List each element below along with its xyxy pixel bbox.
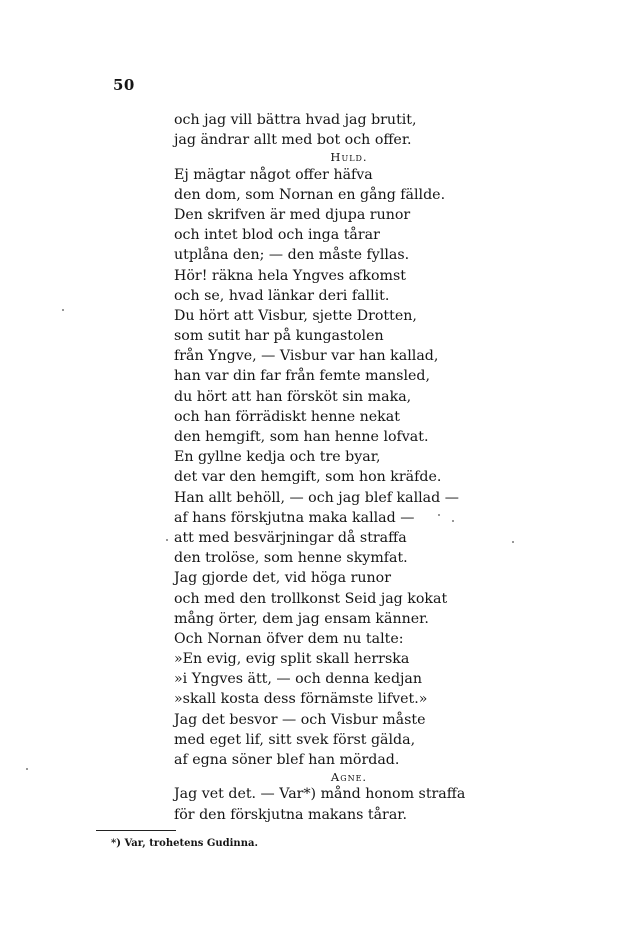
paper-speck (438, 514, 440, 516)
verse-line: af hans förskjutna maka kallad — (174, 509, 415, 526)
verse-line: och se, hvad länkar deri fallit. (174, 287, 390, 304)
verse-line: och han förrädiskt henne nekat (174, 408, 400, 425)
verse-line: »En evig, evig split skall herrska (174, 651, 410, 668)
verse-line: den hemgift, som han henne lofvat. (174, 429, 429, 445)
verse-line: och intet blod och inga tårar (174, 227, 380, 244)
verse-line: mång örter, dem jag ensam känner. (174, 610, 429, 627)
verse-line: Ej mägtar något offer häfva (174, 166, 373, 183)
verse-line: Han allt behöll, — och jag blef kallad — (174, 489, 459, 506)
verse-line: du hört att han försköt sin maka, (174, 388, 412, 405)
verse-line: Jag det besvor — och Visbur måste (174, 711, 426, 728)
verse-line: utplåna den; — den måste fyllas. (174, 247, 410, 264)
verse-line: och med den trollkonst Seid jag kokat (174, 590, 448, 607)
page-number: 50 (113, 76, 135, 94)
verse-line: jag ändrar allt med bot och offer. (174, 132, 412, 149)
paper-speck (62, 309, 64, 311)
verse-line: Jag gjorde det, vid höga runor (174, 570, 391, 587)
verse-line: Den skrifven är med djupa runor (174, 206, 411, 223)
footnote-divider (96, 830, 176, 831)
verse-line: af egna söner blef han mördad. (174, 752, 400, 768)
verse-line: En gyllne kedja och tre byar, (174, 449, 381, 466)
verse-line: från Yngve, — Visbur var han kallad, (174, 348, 439, 365)
speaker-name-agne: Agne. (330, 770, 368, 785)
verse-line: det var den hemgift, som hon kräfde. (174, 469, 442, 486)
paper-speck (452, 520, 454, 522)
verse-line: den dom, som Nornan en gång fällde. (174, 186, 446, 203)
verse-line: och jag vill bättra hvad jag brutit, (174, 112, 417, 128)
verse-text (174, 110, 504, 825)
paper-speck (166, 539, 168, 541)
verse-line: Och Nornan öfver dem nu talte: (174, 630, 404, 647)
verse-line: »i Yngves ätt, — och denna kedjan (174, 671, 423, 688)
verse-line: med eget lif, sitt svek först gälda, (174, 731, 416, 748)
verse-line: att med besvärjningar då straffa (174, 529, 407, 546)
verse-line: »skall kosta dess förnämste lifvet.» (174, 691, 428, 708)
footnote: *) Var, trohetens Gudinna. (111, 838, 258, 849)
verse-line: Du hört att Visbur, sjette Drotten, (174, 307, 417, 324)
paper-speck (512, 541, 514, 543)
verse-line: för den förskjutna makans tårar. (174, 806, 408, 823)
verse-line: han var din far från femte mansled, (174, 368, 430, 385)
verse-line: den trolöse, som henne skymfat. (174, 550, 408, 567)
verse-line: som sutit har på kungastolen (174, 328, 384, 345)
verse-line: Jag vet det. — Var*) månd honom straffa (174, 786, 466, 803)
paper-speck (26, 768, 28, 770)
speaker-name-huld: Huld. (330, 150, 368, 165)
verse-line: Hör! räkna hela Yngves afkomst (174, 267, 406, 284)
